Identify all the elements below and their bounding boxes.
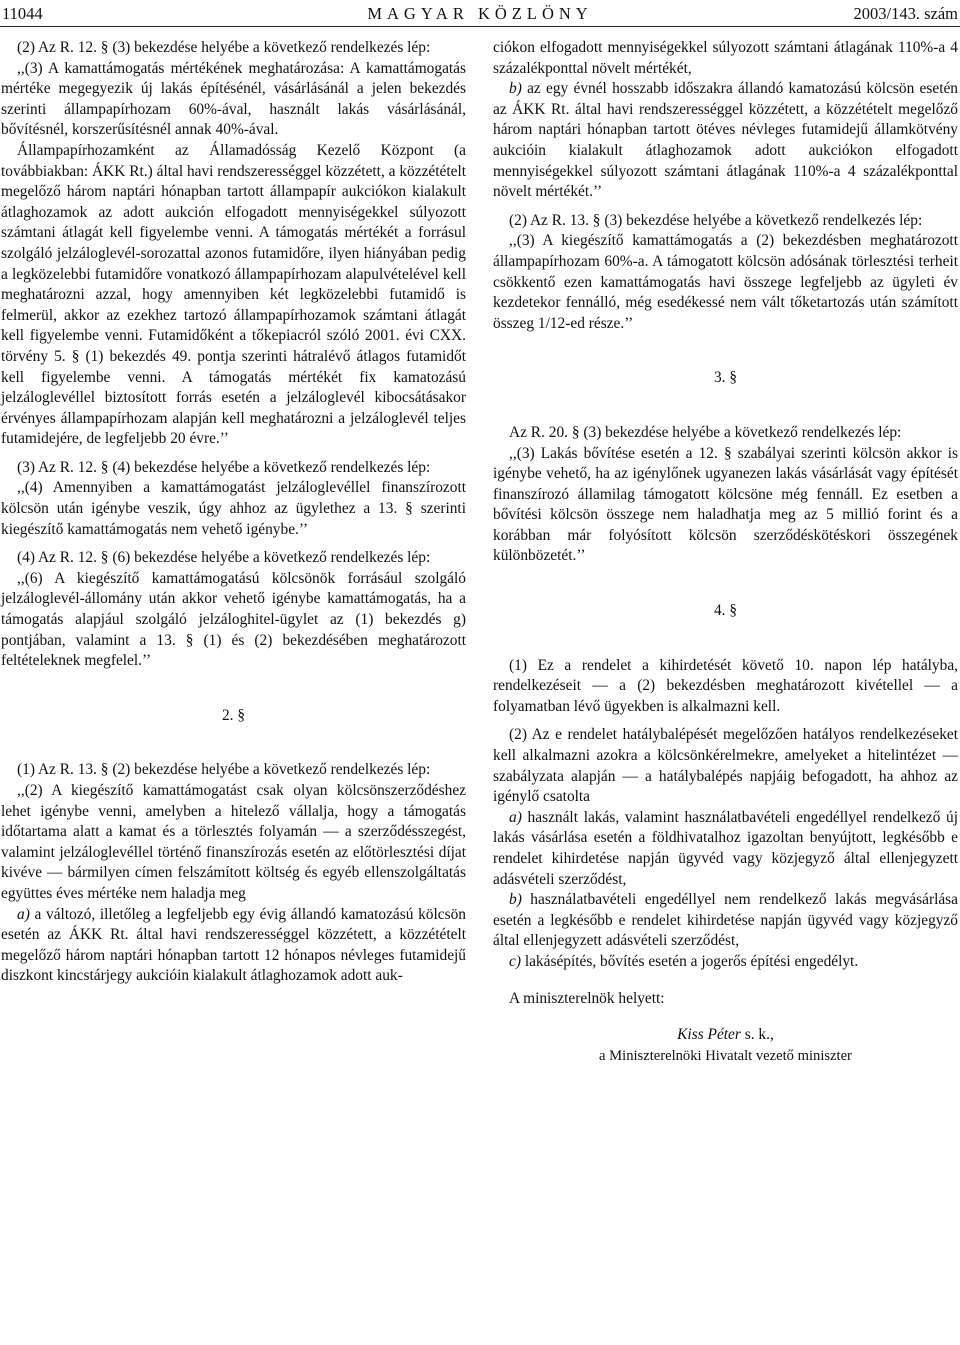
list-label: b)	[509, 891, 522, 909]
paragraph: Az R. 20. § (3) bekezdése helyébe a következő rendelkezés lép:	[509, 423, 902, 441]
list-label: c)	[509, 952, 521, 970]
section-heading: 2. §	[221, 706, 246, 724]
signer-name: Kiss Péter	[677, 1026, 741, 1044]
paragraph: (2) Az e rendelet hatálybalépését megelőzően hatályos rendelkezéseket kell alkalmazni azokra a kölcsönkérelmekre, amelyeket a hitelintézet — szabályzata alapján — a hatálybalépés napjáig befogadott, ha ahhoz az igénylő csatolta	[493, 726, 958, 806]
paragraph: ,,(3) A kiegészítő kamattámogatás a (2) bekezdésben meghatározott állampapírhozam 60%-a. A támogatott kölcsön adósának törlesztési terheit csökkentő ezen kamattámogatás havi összege legfeljebb az ügyleti év kezdetekor fennálló, még esedékessé nem vált tőketartozás után számított összeg 1/12-ed része.’’	[493, 232, 958, 332]
right-column	[493, 38, 958, 1066]
list-label: b)	[509, 80, 522, 98]
issue-number: 2003/143. szám	[853, 4, 958, 23]
paragraph: ciókon elfogadott mennyiségekkel súlyozott számtani átlagának 110%-a 4 százalékponttal növelt mértékét,	[493, 39, 958, 77]
journal-title: MAGYAR KÖZLÖNY	[367, 4, 593, 23]
paragraph: ,,(2) A kiegészítő kamattámogatást csak olyan kölcsönszerződéshez lehet igénybe venni, amelyben a hitelező vállalja, hogy a támogatás időtartama alatt a kamat és a törlesztés folyamán — a szerződésszegést, valamint jelzáloglevéllel történő finanszírozás esetén az előtörlesztési díjat kivéve — bármilyen címen felszámított költség és egyéb ellenszolgáltatás együttes éves mértéke nem haladja meg	[1, 782, 466, 902]
paragraph: (1) Az R. 13. § (2) bekezdése helyébe a következő rendelkezés lép:	[17, 761, 431, 779]
paragraph: ,,(3) A kamattámogatás mértékének meghatározása: A kamattámogatás mértéke megegyezik új lakás építésénél, vásárlásánál a jelen bekezdés szerinti állampapírhozam 60%-ával, használt lakás vásárlásánál, bővítésnél, korszerűsítésnél annak 40%-ával.	[1, 59, 466, 139]
list-item	[493, 808, 958, 890]
list-text: az egy évnél hosszabb időszakra állandó kamatozású kölcsön esetén az ÁKK Rt. által havi rendszerességgel közzétett, a közzétételt megelőző három naptári hónapban tartott ötéves névleges futamidejű államkötvény aukcióin kialakult átlaghozamok adott aukciókon elfogadott mennyiségekkel súlyozott számtani átlagának 110%-a 4 százalékponttal növelt mértékét.’’	[493, 80, 958, 201]
list-item	[1, 905, 466, 987]
paragraph: (2) Az R. 12. § (3) bekezdése helyébe a következő rendelkezés lép:	[17, 39, 431, 56]
signer-suffix: s. k.,	[744, 1026, 774, 1044]
paragraph: Állampapírhozamként az Államadósság Kezelő Központ (a továbbiakban: ÁKK Rt.) által havi rendszerességgel közzétett, a közzétételt megelőző három naptári hónapban tartott állampapír aukciókon kialakult átlaghozamok az adott aukción elfogadott mennyiségekkel súlyozott számtani átlagát kell figyelembe venni. A támogatás mértékét a forrásul szolgáló jelzáloglevél-sorozattal azonos futamidőre, ilyen hiányában pedig a legközelebbi futamidőre vonatkozó állampapírhozam alapulvételével kell meghatározni azzal, hogy amennyiben két legközelebbi futamidő is felmerül, akkor az ezekhez tartozó állampapírhozamok számtani átlagát kell figyelembe venni. Futamidőként a tőkepiacról szóló 2001. évi CXX. törvény 5. § (1) bekezdés 49. pontja szerinti hátralévő átlagos futamidőt kell figyelembe venni. A támogatás mértékét fix kamatozású jelzáloglevéllel biztosított forrás esetén a jelzáloglevél kibocsátásakor érvényes állampapírhozam alapján kell meghatározni a jelzáloglevél teljes futamidejére, de legfeljebb 20 évre.’’	[1, 141, 466, 448]
paragraph: (2) Az R. 13. § (3) bekezdése helyébe a következő rendelkezés lép:	[509, 211, 923, 229]
section-heading: 4. §	[713, 602, 738, 620]
signer-line	[493, 1025, 958, 1046]
paragraph: (3) Az R. 12. § (4) bekezdése helyébe a következő rendelkezés lép:	[17, 458, 431, 476]
signer-title: a Miniszterelnöki Hivatalt vezető miniszter	[599, 1047, 852, 1064]
section-heading: 3. §	[713, 369, 738, 387]
paragraph: ,,(4) Amennyiben a kamattámogatást jelzáloglevéllel finanszírozott kölcsön után igénybe veszik, úgy ahhoz az ügylethez a 13. § szerinti kiegészítő kamattámogatás nem vehető igénybe.’’	[1, 479, 466, 538]
list-item	[493, 952, 958, 973]
left-column	[1, 38, 466, 987]
paragraph: (1) Ez a rendelet a kihirdetését követő 10. napon lép hatályba, rendelkezéseit — a (2) bekezdésben meghatározott kivétellel — a folyamatban lévő ügyekben is alkalmazni kell.	[493, 656, 958, 715]
list-item	[493, 890, 958, 952]
paragraph: ,,(6) A kiegészítő kamattámogatású kölcsönök forrásául szolgáló jelzáloglevél-állomány után akkor vehető igénybe kamattámogatás, ha a támogatás alapjául szolgáló jelzáloghitel-ügylet az (1) bekezdés g) pontjában, valamint a 13. § (1) és (2) bekezdésében meghatározott feltételeknek megfelel.’’	[1, 569, 466, 670]
page-header	[0, 4, 960, 27]
list-label: a)	[509, 808, 522, 826]
list-item	[493, 79, 958, 203]
page-number: 11044	[2, 4, 43, 23]
list-text: lakásépítés, bővítés esetén a jogerős építési engedélyt.	[524, 952, 859, 970]
list-text: a változó, illetőleg a legfeljebb egy évig állandó kamatozású kölcsön esetén az ÁKK Rt. által havi rendszerességgel közzétett, a közzétételt megelőző három naptári hónapban tartott 12 hónapos névleges futamidejű diszkont kincstárjegy aukcióin kialakult átlaghozamok adott auk-	[1, 905, 466, 985]
signature-intro: A miniszterelnök helyett:	[509, 989, 665, 1007]
paragraph: (4) Az R. 12. § (6) bekezdése helyébe a következő rendelkezés lép:	[17, 549, 431, 567]
list-label: a)	[17, 905, 30, 923]
list-text: használt lakás, valamint használatbavételi engedéllyel rendelkező új lakás vásárlása esetén a földhivatalhoz igazoltan benyújtott, legkésőbb e rendelet kihirdetése napján ügyvéd vagy közjegyző által ellenjegyzett adásvételi szerződést,	[493, 808, 958, 888]
paragraph: ,,(3) Lakás bővítése esetén a 12. § szabályai szerinti kölcsön akkor is igénybe vehető, ha az igénylőnek ugyanezen lakás vásárlását vagy építését finanszírozó államilag támogatott kölcsöne még fennáll. Ez esetben a bővítési kölcsön összege nem haladhatja meg az 5 millió forint és a korábban már folyósított kölcsön szerződéskötéskori összegének különbözetét.’’	[493, 444, 958, 565]
list-text: használatbavételi engedéllyel nem rendelkező lakás megvásárlása esetén a legkésőbb e rendelet kihirdetése napján ügyvéd vagy közjegyző által ellenjegyzett adásvételi szerződést,	[493, 891, 958, 950]
